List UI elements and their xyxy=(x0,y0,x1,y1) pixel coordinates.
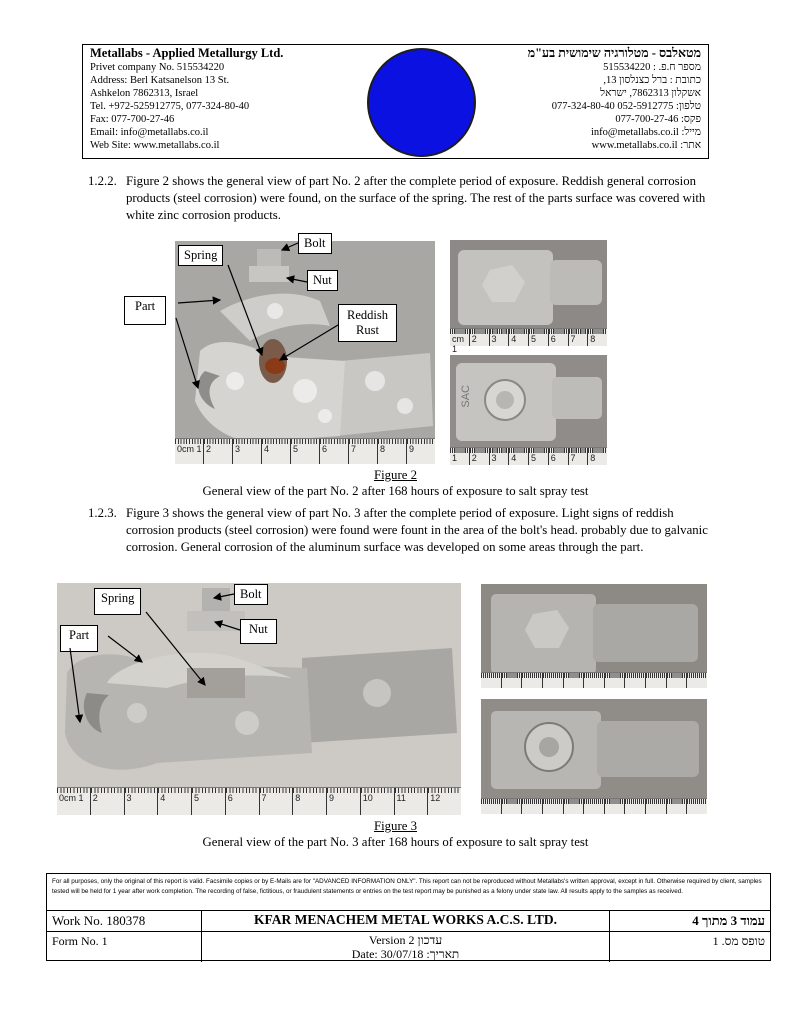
callout-nut: Nut xyxy=(307,270,338,291)
ruler-label: 4 xyxy=(508,329,528,346)
ruler-label: 8 xyxy=(377,439,406,464)
figure2-caption xyxy=(82,467,709,499)
part3-illustration xyxy=(57,583,461,815)
ruler-label xyxy=(666,673,687,688)
callout-reddish-rust xyxy=(338,304,397,342)
company-line-he: טלפון: 052-5912775 077-324-80-40 xyxy=(551,101,701,112)
ruler-label xyxy=(583,799,604,814)
ruler-label: 3 xyxy=(489,448,509,465)
ruler-label xyxy=(645,673,666,688)
section-1-2-2 xyxy=(88,173,713,224)
letterhead-english xyxy=(90,46,360,152)
ruler-label xyxy=(521,673,542,688)
ruler-label: 3 xyxy=(489,329,509,346)
ruler-label: 5 xyxy=(290,439,319,464)
part3-side-illustration xyxy=(481,699,707,814)
ruler-label xyxy=(542,673,563,688)
company-email: Email: info@metallabs.co.il xyxy=(90,127,209,138)
figure2-top-photo xyxy=(450,240,607,354)
ruler-label: 6 xyxy=(548,329,568,346)
ruler-label: 7 xyxy=(259,788,293,815)
company-line: Ashkelon 7862313, Israel xyxy=(90,88,199,99)
company-line: Privet company No. 515534220 xyxy=(90,62,225,73)
section-number: 1.2.3. xyxy=(88,506,117,520)
form-number: Form No. 1 xyxy=(47,932,202,962)
ruler-label: cm 1 xyxy=(450,329,469,346)
figure-caption-text: General view of the part No. 3 after 168 hours of exposure to salt spray test xyxy=(202,835,589,849)
ruler xyxy=(450,328,607,354)
company-line-he: כתובת : ברל כצנלסון 13, xyxy=(603,75,701,86)
figure3-caption xyxy=(82,818,709,850)
section-text: Figure 2 shows the general view of part No. 2 after the complete period of exposure. Reddish general corrosion products (steel corrosion) were found, on the surface of the spring. The rest of the parts surface was covered with white zinc corrosion products. xyxy=(126,174,706,222)
figure3-top-photo xyxy=(481,584,707,688)
ruler-label: 2 xyxy=(90,788,124,815)
ruler-label xyxy=(686,799,707,814)
ruler xyxy=(481,798,707,814)
ruler-label: 5 xyxy=(191,788,225,815)
company-website: Web Site: www.metallabs.co.il xyxy=(90,140,220,151)
callout-nut: Nut xyxy=(240,619,277,644)
part-stamp: SAC xyxy=(460,385,472,408)
work-number: Work No. 180378 xyxy=(47,911,202,931)
ruler-label: 12 xyxy=(427,788,461,815)
ruler-label: 4 xyxy=(261,439,290,464)
ruler-label: 4 xyxy=(508,448,528,465)
ruler-label xyxy=(604,673,625,688)
ruler-label: 2 xyxy=(469,448,489,465)
company-name-he: מטאלבס - מטלורגיה שימושית בע"מ xyxy=(527,46,701,60)
company-line-he: אתר: www.metallabs.co.il xyxy=(591,140,701,151)
ruler-label: 6 xyxy=(225,788,259,815)
company-line-he: אשקלון 7862313, ישראל xyxy=(600,88,701,99)
ruler-label xyxy=(501,673,522,688)
ruler-label xyxy=(481,799,501,814)
ruler-label: 11 xyxy=(394,788,428,815)
figure3-side-photo xyxy=(481,699,707,814)
ruler-label: 9 xyxy=(406,439,435,464)
callout-part: Part xyxy=(60,625,98,652)
callout-part: Part xyxy=(124,296,166,325)
ruler-label: 2 xyxy=(469,329,489,346)
ruler-label xyxy=(563,673,584,688)
figure2-main-photo xyxy=(175,241,435,464)
ruler-label xyxy=(624,799,645,814)
version: Version 2 עדכון xyxy=(368,933,443,947)
ruler-label xyxy=(645,799,666,814)
section-text: Figure 3 shows the general view of part No. 3 after the complete period of exposure. Light signs of reddish corrosion products (steel corrosion) were found were fount in the area of the bolt's head. probably due to galvanic corrosion. General corrosion of the aluminum surface was developed on some areas through the part. xyxy=(126,506,708,554)
ruler-label: 10 xyxy=(360,788,394,815)
ruler-label: 9 xyxy=(326,788,360,815)
ruler-label: 6 xyxy=(548,448,568,465)
ruler-label: 7 xyxy=(568,329,588,346)
ruler xyxy=(57,787,461,815)
ruler-label: 3 xyxy=(124,788,158,815)
ruler-label xyxy=(666,799,687,814)
callout-spring: Spring xyxy=(94,588,141,615)
legal-disclaimer: For all purposes, only the original of this report is valid. Facsimile copies or by E-Mails are for "ADVANCED INFORMATION ONLY". This report can not be reproduced without Metallabs's written approval, except in full. Otherwise required by client, samples tested will be held for 1 year after work completion. The recording of false, fictitious, or fraudulent statements or entries on the test report may be punished as a felony under state law. All results apply to the samples as received. xyxy=(47,874,770,911)
ruler-label xyxy=(686,673,707,688)
ruler-label: 0cm 1 xyxy=(175,439,203,464)
company-line-he: מייל: info@metallabs.co.il xyxy=(590,127,701,138)
page-number: עמוד 3 מתוך 4 xyxy=(692,913,765,928)
figure2-side-photo xyxy=(450,355,607,465)
ruler-label: 1 xyxy=(450,448,469,465)
ruler-label: 5 xyxy=(528,329,548,346)
date: Date: 30/07/18 :תאריך xyxy=(351,947,460,961)
company-line-he: פקס: 077-700-27-46 xyxy=(615,114,701,125)
section-1-2-3 xyxy=(88,505,713,556)
ruler-label: 7 xyxy=(568,448,588,465)
letterhead xyxy=(82,44,709,159)
company-line: Tel. +972-525912775, 077-324-80-40 xyxy=(90,101,250,112)
ruler xyxy=(175,438,435,464)
report-footer xyxy=(46,873,771,961)
callout-bolt: Bolt xyxy=(298,233,332,254)
part2-illustration xyxy=(175,241,435,464)
callout-text: Reddish xyxy=(347,308,388,322)
ruler-label: 0cm 1 xyxy=(57,788,90,815)
ruler-label: 8 xyxy=(587,329,607,346)
ruler-label xyxy=(521,799,542,814)
ruler-label: 4 xyxy=(157,788,191,815)
company-line-he: מספר ח.פ. : 515534220 xyxy=(603,62,701,73)
ruler-label: 3 xyxy=(232,439,261,464)
letterhead-hebrew xyxy=(431,46,701,152)
ruler-label: 6 xyxy=(319,439,348,464)
ruler-label xyxy=(604,799,625,814)
company-name-en: Metallabs - Applied Metallurgy Ltd. xyxy=(90,46,284,60)
figure3-main-photo xyxy=(57,583,461,815)
section-number: 1.2.2. xyxy=(88,174,117,188)
ruler-label xyxy=(624,673,645,688)
footer-row-work xyxy=(47,911,770,932)
company-line: Address: Berl Katsanelson 13 St. xyxy=(90,75,230,86)
ruler-label: 8 xyxy=(292,788,326,815)
company-line: Fax: 077-700-27-46 xyxy=(90,114,175,125)
form-number-he: טופס מס. 1 xyxy=(712,934,765,948)
ruler-label xyxy=(542,799,563,814)
ruler-label xyxy=(583,673,604,688)
footer-row-form xyxy=(47,932,770,962)
ruler xyxy=(481,672,707,688)
ruler-label xyxy=(563,799,584,814)
figure-title: Figure 2 xyxy=(373,468,417,482)
ruler xyxy=(450,447,607,465)
client-name: KFAR MENACHEM METAL WORKS A.C.S. LTD. xyxy=(202,911,610,931)
ruler-label: 7 xyxy=(348,439,377,464)
callout-bolt: Bolt xyxy=(234,584,268,605)
ruler-label xyxy=(501,799,522,814)
figure-title: Figure 3 xyxy=(373,819,417,833)
ruler-label xyxy=(481,673,501,688)
callout-text: Rust xyxy=(356,323,379,337)
figure-caption-text: General view of the part No. 2 after 168 hours of exposure to salt spray test xyxy=(202,484,589,498)
ruler-label: 5 xyxy=(528,448,548,465)
ruler-label: 8 xyxy=(587,448,607,465)
ruler-label: 2 xyxy=(203,439,232,464)
version-date xyxy=(202,932,610,962)
callout-spring: Spring xyxy=(178,245,223,266)
